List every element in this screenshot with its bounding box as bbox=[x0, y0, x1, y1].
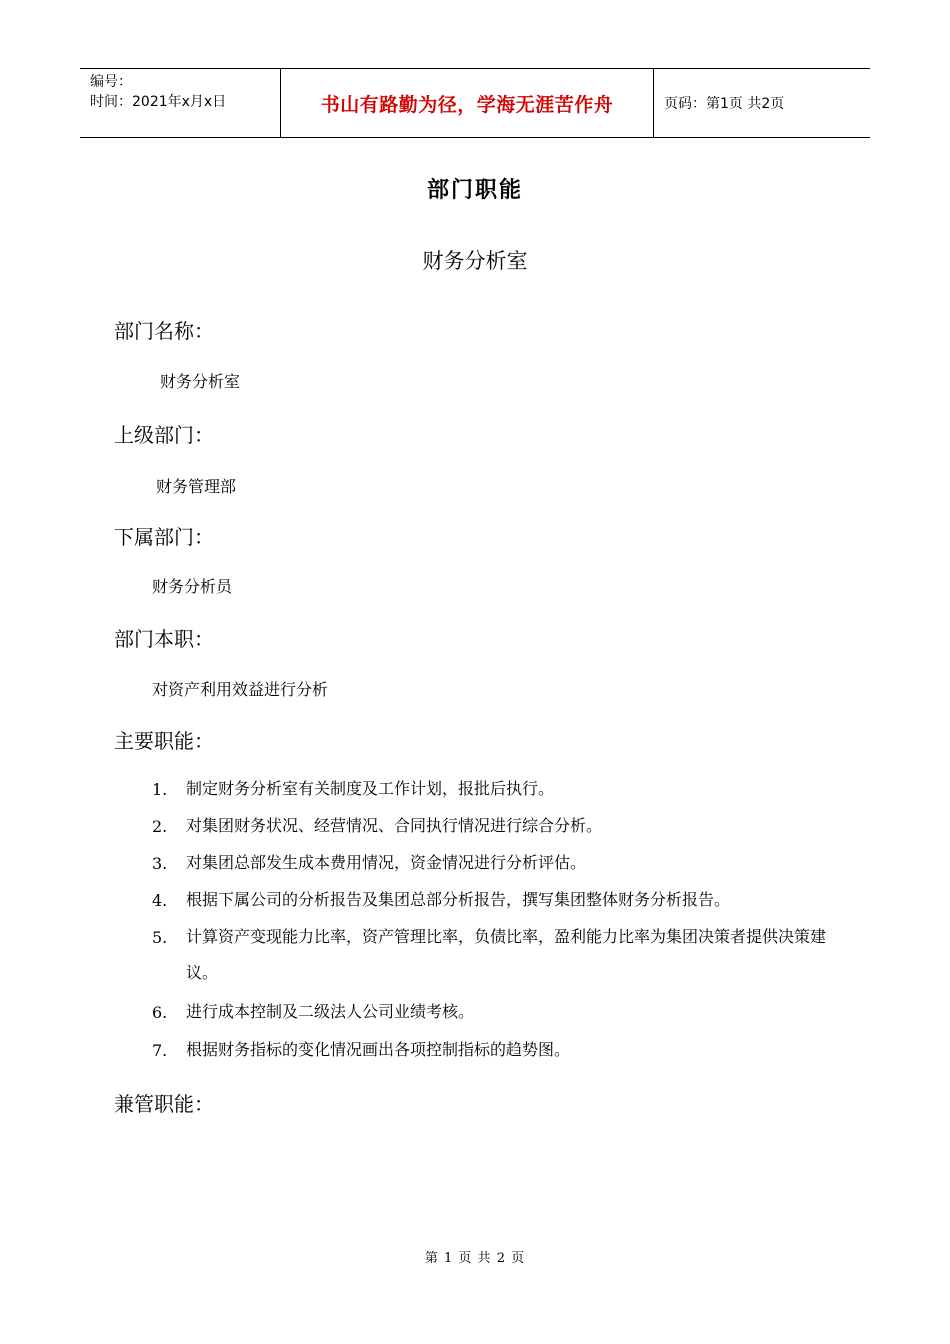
page-footer: 第 1 页 共 2 页 bbox=[424, 1251, 526, 1266]
heading-main-functions: 主要职能： bbox=[114, 729, 214, 753]
header-motto-cell bbox=[281, 69, 654, 137]
list-item bbox=[152, 1003, 852, 1030]
list-item-text: 根据下属公司的分析报告及集团总部分析报告，撰写集团整体财务分析报告。 bbox=[186, 890, 731, 909]
list-item-text: 进行成本控制及二级法人公司业绩考核。 bbox=[186, 1002, 475, 1021]
heading-parent-dept: 上级部门： bbox=[114, 423, 214, 447]
list-item-number: 2. bbox=[152, 817, 168, 836]
value-dept-duty: 对资产利用效益进行分析 bbox=[152, 680, 329, 699]
number-label: 编号： bbox=[90, 74, 132, 90]
list-item bbox=[152, 780, 852, 807]
heading-sub-dept: 下属部门： bbox=[114, 525, 214, 549]
value-parent-dept: 财务管理部 bbox=[156, 477, 237, 496]
list-item-text: 对集团总部发生成本费用情况，资金情况进行分析评估。 bbox=[186, 853, 587, 872]
list-item bbox=[152, 817, 852, 844]
list-item-text: 制定财务分析室有关制度及工作计划，报批后执行。 bbox=[186, 779, 555, 798]
list-item-number: 6. bbox=[152, 1003, 168, 1022]
header-page-cell bbox=[654, 69, 870, 137]
heading-concurrent-functions: 兼管职能： bbox=[114, 1092, 214, 1116]
value-sub-dept: 财务分析员 bbox=[152, 577, 233, 596]
list-item-text: 根据财务指标的变化情况画出各项控制指标的趋势图。 bbox=[186, 1040, 571, 1059]
heading-dept-name: 部门名称： bbox=[114, 319, 214, 343]
page-header bbox=[80, 68, 870, 138]
list-item bbox=[152, 854, 852, 881]
list-item-number: 4. bbox=[152, 891, 168, 910]
list-item bbox=[152, 928, 852, 991]
list-item-number: 5. bbox=[152, 928, 168, 947]
list-item-number: 1. bbox=[152, 780, 168, 799]
heading-dept-duty: 部门本职： bbox=[114, 627, 214, 651]
list-item-text: 对集团财务状况、经营情况、合同执行情况进行综合分析。 bbox=[186, 816, 603, 835]
document-subtitle: 财务分析室 bbox=[422, 249, 528, 273]
list-item-text: 计算资产变现能力比率，资产管理比率，负债比率，盈利能力比率为集团决策者提供决策建议。 bbox=[186, 927, 827, 982]
list-item bbox=[152, 891, 852, 918]
header-meta bbox=[80, 69, 281, 137]
motto-text: 书山有路勤为径，学海无涯苦作舟 bbox=[320, 93, 614, 116]
document-title: 部门职能 bbox=[426, 178, 523, 203]
list-item bbox=[152, 1041, 852, 1068]
date-label: 时间：2021年x月x日 bbox=[90, 94, 227, 110]
list-item-number: 3. bbox=[152, 854, 168, 873]
page-label: 页码：第1页 共2页 bbox=[664, 96, 785, 112]
list-item-number: 7. bbox=[152, 1041, 168, 1060]
value-dept-name: 财务分析室 bbox=[160, 372, 241, 391]
